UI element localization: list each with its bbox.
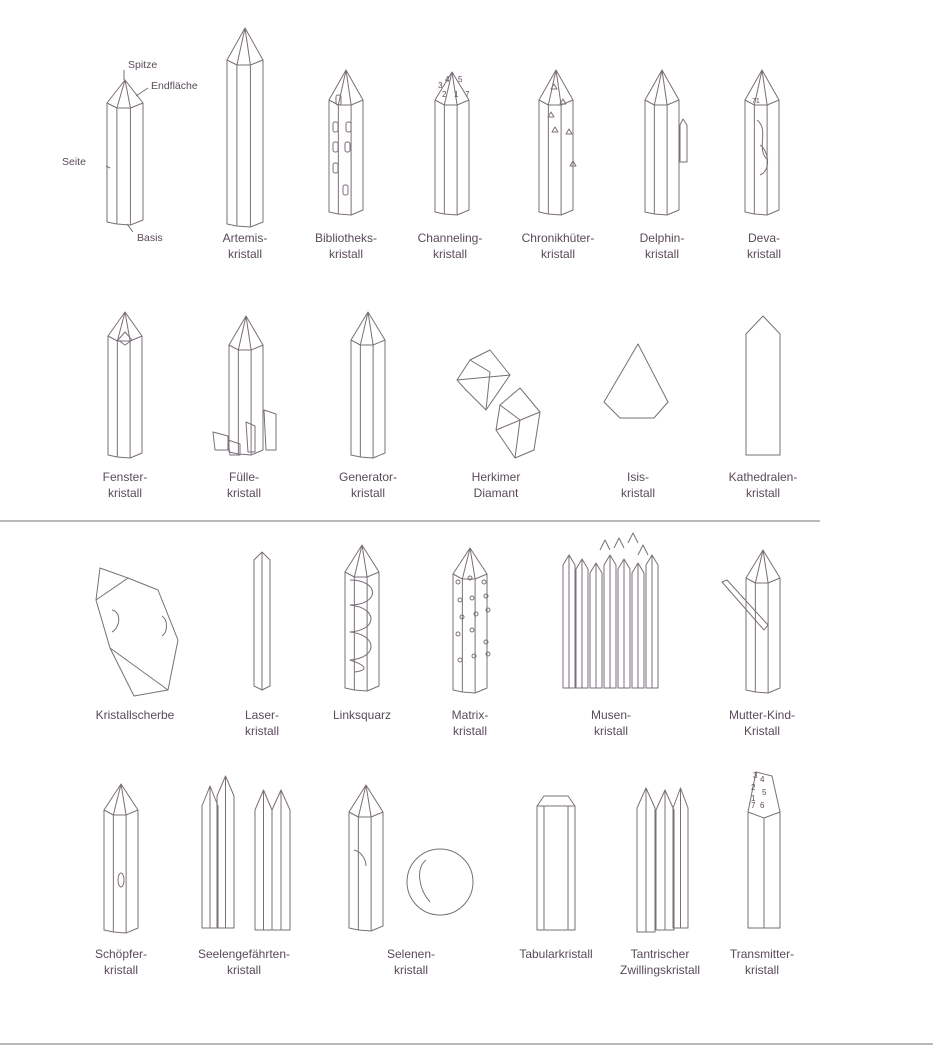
caption-transmitter: Transmitter- kristall bbox=[729, 947, 795, 977]
crystal-matrix bbox=[453, 548, 490, 693]
svg-text:1: 1 bbox=[751, 794, 756, 803]
caption-fuelle: Fülle- kristall bbox=[226, 470, 261, 500]
caption-herkimer: Herkimer Diamant bbox=[471, 470, 521, 500]
svg-text:7: 7 bbox=[465, 90, 470, 99]
caption-artemis: Artemis- kristall bbox=[222, 231, 268, 261]
crystal-musen bbox=[563, 533, 658, 688]
svg-text:4: 4 bbox=[760, 775, 765, 784]
crystal-isis bbox=[604, 344, 668, 418]
crystal-fenster bbox=[108, 312, 142, 458]
caption-selenen: Selenen- kristall bbox=[386, 947, 436, 977]
caption-mutterkind: Mutter-Kind- Kristall bbox=[728, 708, 796, 738]
caption-links: Linksquarz bbox=[332, 708, 392, 722]
part-label-tip: Spitze bbox=[128, 59, 158, 71]
crystal-herkimer bbox=[457, 350, 540, 458]
crystal-tabular bbox=[537, 796, 575, 930]
crystal-scherbe bbox=[96, 568, 178, 696]
caption-channeling: Channeling- kristall bbox=[417, 231, 483, 261]
crystal-laser bbox=[254, 552, 270, 690]
crystal-bibliothek bbox=[329, 70, 363, 215]
svg-text:3: 3 bbox=[753, 771, 758, 780]
crystal-transmitter bbox=[748, 771, 780, 928]
svg-text:1: 1 bbox=[454, 90, 459, 99]
svg-text:5: 5 bbox=[762, 788, 767, 797]
crystal-delphin bbox=[645, 70, 687, 215]
crystal-channeling bbox=[435, 72, 470, 215]
part-label-side: Seite bbox=[62, 156, 86, 168]
caption-chronik: Chronikhüter- kristall bbox=[521, 231, 595, 261]
svg-text:2: 2 bbox=[442, 90, 447, 99]
caption-tantrisch: Tantrischer Zwillingskristall bbox=[619, 947, 700, 977]
crystal-fuelle bbox=[213, 316, 276, 455]
caption-bibliothek: Bibliotheks- kristall bbox=[314, 231, 378, 261]
crystal-mutterkind bbox=[722, 550, 780, 693]
part-label-face: Endfläche bbox=[151, 80, 198, 92]
caption-matrix: Matrix- kristall bbox=[451, 708, 489, 738]
crystal-deva bbox=[745, 70, 779, 215]
caption-seelen: Seelengefährten- kristall bbox=[197, 947, 291, 977]
svg-text:6: 6 bbox=[760, 801, 765, 810]
crystal-kathedrale bbox=[746, 316, 780, 455]
crystal-selenen bbox=[349, 785, 473, 931]
part-label-base: Basis bbox=[137, 232, 163, 244]
caption-schoepfer: Schöpfer- kristall bbox=[94, 947, 148, 977]
caption-isis: Isis- kristall bbox=[620, 470, 655, 500]
crystal-schoepfer bbox=[104, 784, 138, 933]
crystal-generator bbox=[351, 312, 385, 458]
caption-generator: Generator- kristall bbox=[338, 470, 398, 500]
crystal-tantrisch bbox=[637, 788, 688, 932]
crystal-chronik bbox=[539, 70, 576, 215]
crystal-seelen bbox=[202, 776, 290, 930]
basic-crystal bbox=[106, 70, 148, 232]
caption-delphin: Delphin- kristall bbox=[639, 231, 685, 261]
caption-kathedrale: Kathedralen- kristall bbox=[728, 470, 798, 500]
svg-text:7: 7 bbox=[751, 801, 756, 810]
svg-text:3: 3 bbox=[438, 81, 443, 90]
crystal-artemis bbox=[227, 28, 263, 227]
caption-tabular: Tabularkristall bbox=[519, 947, 593, 961]
caption-musen: Musen- kristall bbox=[590, 708, 631, 738]
caption-laser: Laser- kristall bbox=[244, 708, 279, 738]
svg-text:5: 5 bbox=[458, 75, 463, 84]
caption-fenster: Fenster- kristall bbox=[102, 470, 148, 500]
svg-text:2: 2 bbox=[751, 783, 756, 792]
svg-text:71: 71 bbox=[752, 98, 760, 105]
caption-deva: Deva- kristall bbox=[746, 231, 781, 261]
crystal-links bbox=[345, 545, 379, 691]
svg-text:4: 4 bbox=[445, 75, 450, 84]
caption-scherbe: Kristallscherbe bbox=[95, 708, 175, 722]
